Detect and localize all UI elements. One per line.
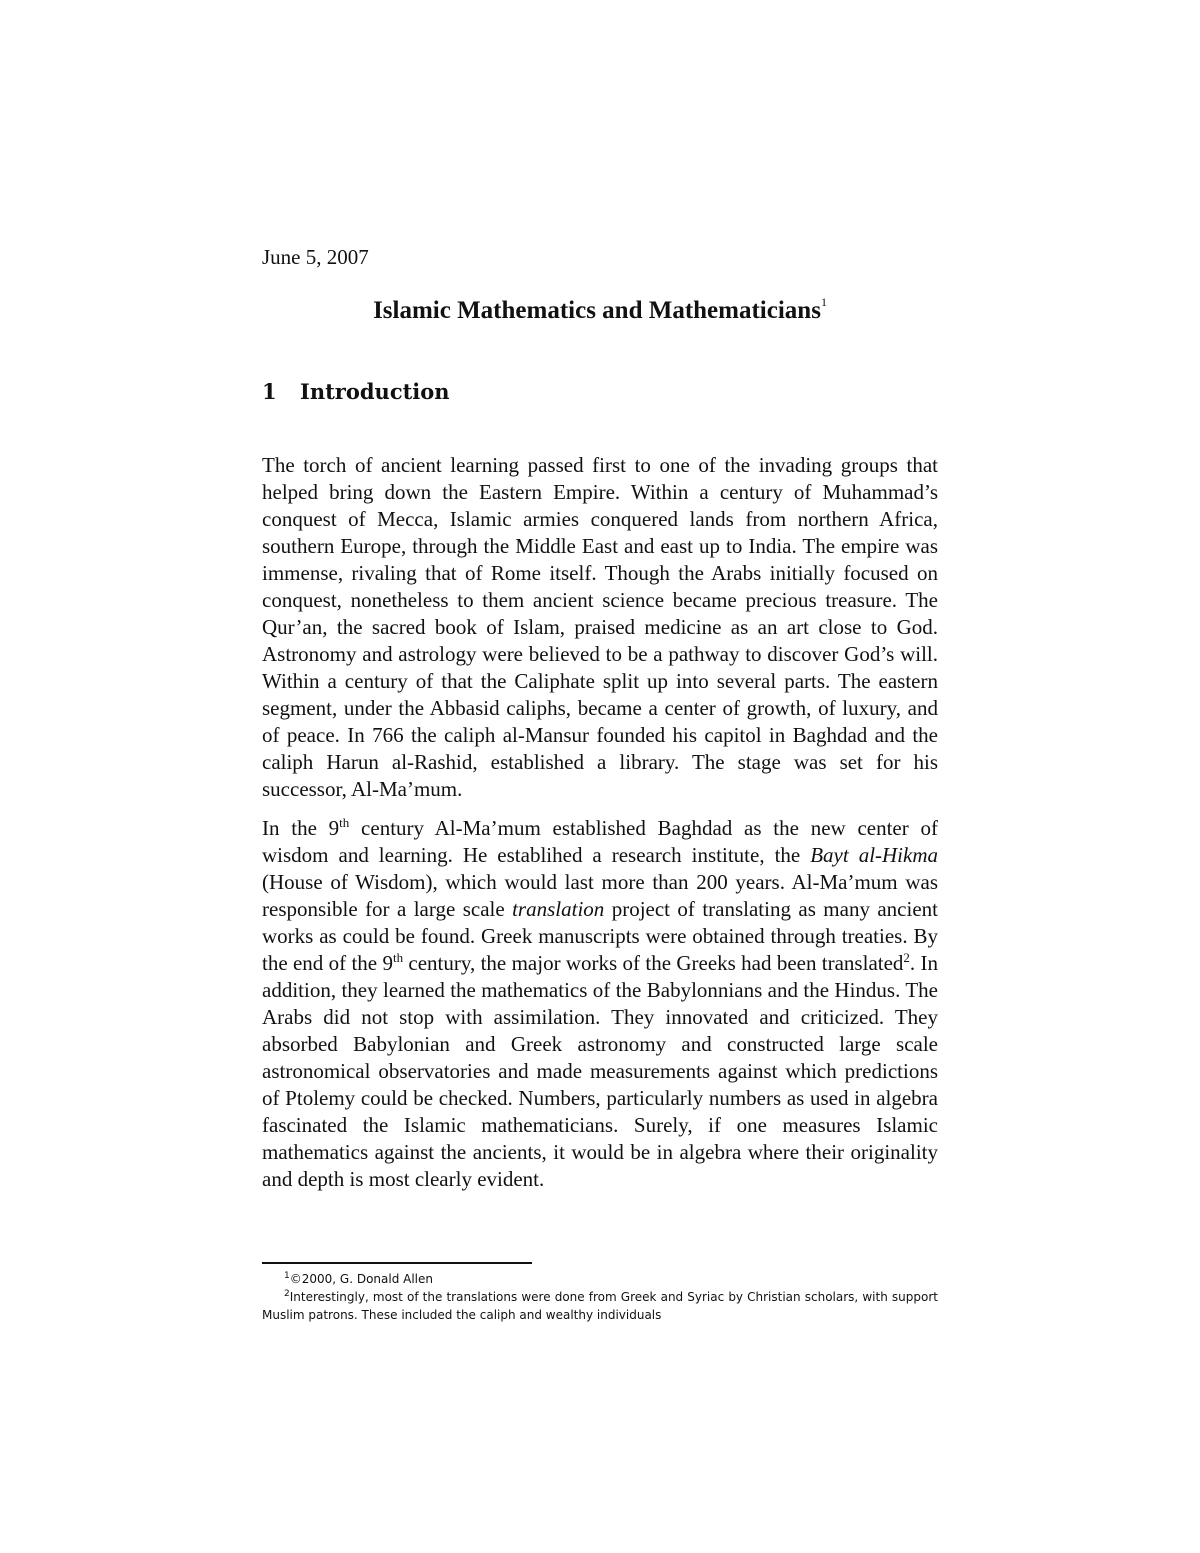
paragraph-2-text-6: . In addition, they learned the mathematics of the Babylonnians and the Hindus. The Arabs did not stop with assimilation. They innovated and criticized. They absorbed Babylonian and Greek astronomy and constructed large scale astronomical observatories and made measurements against which predictions of Ptolemy could be checked. Numbers, particularly numbers as used in algebra fascinated the Islamic mathematicians. Surely, if one measures Islamic mathematics against the ancients, it would be in algebra where their originality and depth is most clearly evident. <box>262 951 938 1191</box>
paragraph-1: The torch of ancient learning passed first to one of the invading groups that helped bring down the Eastern Empire. Within a century of Muhammad’s conquest of Mecca, Islamic armies conquered lands from northern Africa, southern Europe, through the Middle East and east up to India. The empire was immense, rivaling that of Rome itself. Though the Arabs initially focused on conquest, nonetheless to them ancient science became precious treasure. The Qur’an, the sacred book of Islam, praised medicine as an art close to God. Astronomy and astrology were believed to be a pathway to discover God’s will. Within a century of that the Caliphate split up into several parts. The eastern segment, under the Abbasid caliphs, became a center of growth, of luxury, and of peace. In 766 the caliph al-Mansur founded his capitol in Baghdad and the caliph Harun al-Rashid, established a library. The stage was set for his successor, Al-Ma’mum. <box>262 453 938 801</box>
section-number: 1 <box>262 379 277 404</box>
footnote-1-text: ©2000, G. Donald Allen <box>289 1272 434 1286</box>
footnote-1 <box>262 1270 938 1288</box>
footnote-2 <box>262 1288 938 1324</box>
paper-title-text: Islamic Mathematics and Mathematicians <box>373 297 821 324</box>
document-date: June 5, 2007 <box>262 245 369 269</box>
footnote-2-number: 2 <box>284 1289 290 1299</box>
italic-term-translation: translation <box>512 897 605 921</box>
footnotes <box>262 1270 938 1324</box>
section-title: Introduction <box>300 379 450 404</box>
paper-title <box>262 296 938 326</box>
paragraph-2-text-3: (House of Wisdom), which would last more than 200 years. Al-Ma’mum was responsible for a large scale <box>262 870 938 921</box>
footnote-divider <box>262 1262 532 1264</box>
paragraph-2 <box>262 815 938 1193</box>
footnote-2-mark[interactable]: 2 <box>903 950 910 965</box>
body-text <box>262 452 938 1205</box>
footnote-1-number: 1 <box>284 1271 290 1281</box>
ordinal-suffix: th <box>392 950 404 965</box>
paragraph-2-text-1: In the 9 <box>262 816 340 840</box>
paragraph-2-text-4: project of translating as many ancient works as could be found. Greek manuscripts were obtained through treaties. By the end of the 9 <box>262 897 938 975</box>
italic-term-bayt-al-hikma: Bayt al-Hikma <box>810 843 939 867</box>
title-footnote-mark[interactable]: 1 <box>820 295 827 309</box>
paragraph-2-text-2: century Al-Ma’mum established Baghdad as the new center of wisdom and learning. He establihed a research institute, the <box>262 816 938 867</box>
ordinal-suffix: th <box>339 815 350 830</box>
section-heading <box>262 378 450 406</box>
footnote-2-text: Interestingly, most of the translations were done from Greek and Syriac by Christian scholars, with support Muslim patrons. These included the caliph and wealthy individuals <box>262 1290 938 1322</box>
paragraph-2-text-5: century, the major works of the Greeks had been translated <box>403 951 904 975</box>
